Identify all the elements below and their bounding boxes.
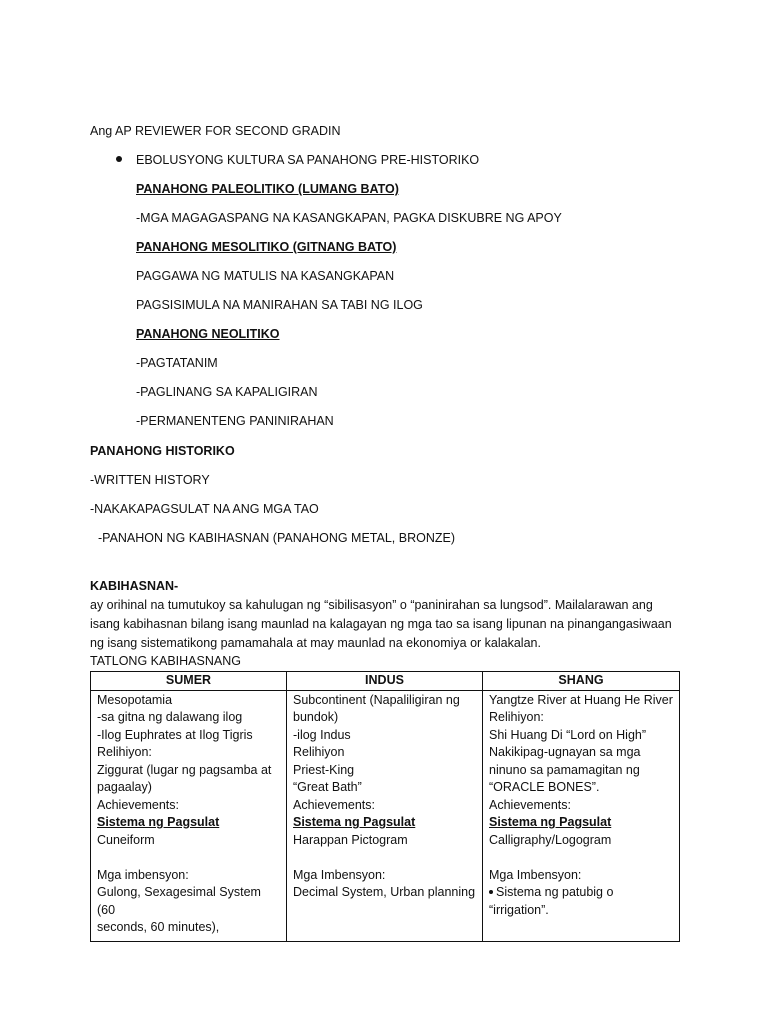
shang-line: Sistema ng Pagsulat <box>489 815 612 829</box>
mesolitiko-heading: PANAHONG MESOLITIKO (GITNANG BATO) <box>136 240 397 254</box>
indus-line: Sistema ng Pagsulat <box>293 815 416 829</box>
indus-line: bundok) <box>293 710 339 724</box>
shang-line: “ORACLE BONES”. <box>489 780 600 794</box>
bullet-dot-icon <box>116 156 122 162</box>
header-indus: INDUS <box>287 672 483 691</box>
table-caption: TATLONG KABIHASNANG <box>90 654 241 668</box>
historiko-item: -NAKAKAPAGSULAT NA ANG MGA TAO <box>90 502 319 516</box>
shang-line: Relihiyon: <box>489 710 544 724</box>
kabihasnan-line: ay orihinal na tumutukoy sa kahulugan ng “sibilisasyon” o “paninirahan sa lungsod”. Mailalarawan ang <box>90 598 653 612</box>
sumer-line: Achievements: <box>97 797 179 812</box>
bullet-heading: EBOLUSYONG KULTURA SA PANAHONG PRE-HISTORIKO <box>136 153 480 167</box>
indus-line: Achievements: <box>293 797 375 812</box>
cell-shang <box>483 690 680 941</box>
neolitiko-item: -PAGTATANIM <box>136 356 218 370</box>
shang-line: Yangtze River at Huang He River <box>489 692 673 707</box>
header-shang: SHANG <box>483 672 680 691</box>
neolitiko-heading: PANAHONG NEOLITIKO <box>136 327 280 341</box>
sumer-line: -sa gitna ng dalawang ilog <box>97 710 243 724</box>
sumer-line: Gulong, Sexagesimal System (60 <box>97 885 261 917</box>
kabihasnan-line: isang kabihasnan bilang isang maunlad na kalagayan ng mga tao sa isang lipunan na pinangangasiwaan <box>90 617 672 631</box>
kabihasnan-line: ng isang sistematikong pamamahala at may maunlad na ekonomiya or kalakalan. <box>90 636 541 650</box>
historiko-item: -PANAHON NG KABIHASNAN (PANAHONG METAL, BRONZE) <box>98 531 455 545</box>
indus-line: Relihiyon <box>293 745 345 759</box>
sumer-line: pagaalay) <box>97 780 152 794</box>
shang-line: Achievements: <box>489 797 571 812</box>
sumer-line: Mga imbensyon: <box>97 867 189 882</box>
sumer-line: Relihiyon: <box>97 745 152 759</box>
civilizations-table <box>90 671 680 942</box>
shang-line <box>489 884 675 902</box>
indus-line: -ilog Indus <box>293 727 351 742</box>
shang-line: Shi Huang Di “Lord on High” <box>489 727 647 742</box>
historiko-item: -WRITTEN HISTORY <box>90 473 210 487</box>
paleolitiko-heading: PANAHONG PALEOLITIKO (LUMANG BATO) <box>136 182 399 196</box>
sumer-line <box>97 849 282 867</box>
indus-line: Priest-King <box>293 762 355 777</box>
indus-line: Subcontinent (Napaliligiran ng <box>293 692 460 707</box>
neolitiko-item: -PAGLINANG SA KAPALIGIRAN <box>136 385 318 399</box>
sumer-line: -Ilog Euphrates at Ilog Tigris <box>97 727 253 742</box>
indus-line <box>293 849 478 867</box>
historiko-heading: PANAHONG HISTORIKO <box>90 444 235 458</box>
sumer-line: Ziggurat (lugar ng pagsamba at <box>97 762 272 777</box>
table-row <box>91 690 680 941</box>
neolitiko-item: -PERMANENTENG PANINIRAHAN <box>136 414 334 428</box>
paleolitiko-item: -MGA MAGAGASPANG NA KASANGKAPAN, PAGKA DISKUBRE NG APOY <box>136 211 562 225</box>
kabihasnan-paragraph <box>90 577 678 653</box>
cell-sumer <box>91 690 287 941</box>
mesolitiko-item: PAGGAWA NG MATULIS NA KASANGKAPAN <box>136 269 395 283</box>
sumer-line: Cuneiform <box>97 832 155 847</box>
cell-indus <box>287 690 483 941</box>
header-sumer: SUMER <box>91 672 287 691</box>
shang-line: “irrigation”. <box>489 902 549 917</box>
bullet-dot-icon <box>489 890 493 894</box>
sumer-line: Mesopotamia <box>97 692 173 707</box>
shang-line: ninuno sa pamamagitan ng <box>489 762 640 777</box>
shang-line: Mga Imbensyon: <box>489 867 582 882</box>
indus-line: “Great Bath” <box>293 780 362 794</box>
table-header-row <box>91 672 680 691</box>
doc-title: Ang AP REVIEWER FOR SECOND GRADIN <box>90 124 341 138</box>
indus-line: Mga Imbensyon: <box>293 867 386 882</box>
indus-line: Decimal System, Urban planning <box>293 885 476 899</box>
mesolitiko-item: PAGSISIMULA NA MANIRAHAN SA TABI NG ILOG <box>136 298 423 312</box>
shang-line <box>489 849 675 867</box>
shang-line: Calligraphy/Logogram <box>489 832 612 847</box>
sumer-line: seconds, 60 minutes), <box>97 920 220 934</box>
shang-line-text: Sistema ng patubig o <box>496 885 614 899</box>
kabihasnan-heading: KABIHASNAN- <box>90 579 179 593</box>
indus-line: Harappan Pictogram <box>293 832 408 847</box>
shang-line: Nakikipag-ugnayan sa mga <box>489 745 641 759</box>
sumer-line: Sistema ng Pagsulat <box>97 815 220 829</box>
